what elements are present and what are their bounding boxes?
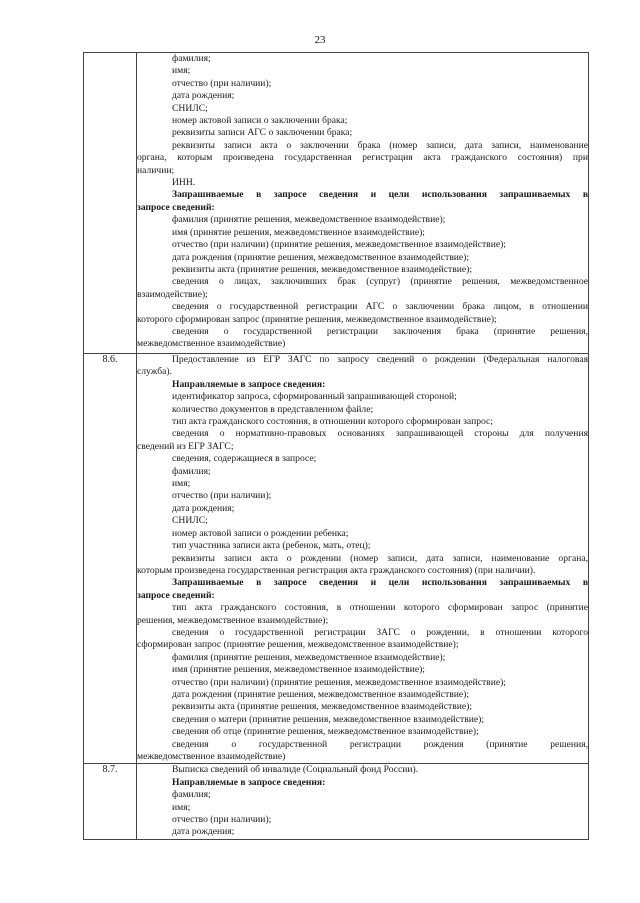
text-line: органа, которым произведена государственная регистрация акта гражданского состояния) при	[137, 152, 588, 164]
section-heading: Направляемые в запросе сведения:	[172, 378, 326, 390]
text-line: служба).	[137, 366, 172, 378]
text-line: дата рождения (принятие решения, межведомственное взаимодействие);	[172, 688, 469, 700]
table-row	[84, 354, 589, 764]
row-number-cell	[84, 53, 137, 354]
text-line: идентификатор запроса, сформированный запрашивающей стороной;	[172, 391, 457, 403]
text-line: фамилия (принятие решения, межведомственное взаимодействие);	[172, 651, 446, 663]
text-line: имя (принятие решения, межведомственное взаимодействие);	[172, 226, 425, 238]
text-line: тип акта гражданского состояния, в отношении которого сформирован запрос;	[172, 416, 493, 428]
text-line: отчество (при наличии) (принятие решения, межведомственное взаимодействие);	[172, 676, 506, 688]
text-line: реквизиты записи акта о рождении (номер записи, дата записи, наименование органа,	[172, 552, 588, 564]
text-line: количество документов в представленном файле;	[172, 403, 374, 415]
row-text-cell	[137, 53, 589, 354]
text-line: ИНН.	[172, 177, 196, 189]
text-line: межведомственное взаимодействие)	[137, 751, 286, 762]
text-line: дата рождения (принятие решения, межведомственное взаимодействие);	[172, 251, 469, 263]
text-line: сведения о государственной регистрации рождения (принятие решения,	[172, 738, 588, 750]
text-line: Выписка сведений об инвалиде (Социальный фонд России).	[172, 764, 419, 776]
text-line: сведения, содержащиеся в запросе;	[172, 453, 317, 465]
text-line: отчество (при наличии) (принятие решения, межведомственное взаимодействие);	[172, 239, 506, 251]
section-heading: Запрашиваемые в запросе сведения и цели использования запрашиваемых в	[172, 189, 588, 201]
text-line: наличии;	[137, 164, 175, 176]
text-line: СНИЛС;	[172, 515, 208, 527]
text-line: СНИЛС;	[172, 102, 208, 114]
text-line: сведения о государственной регистрации ЗАГС о рождении, в отношении которого	[172, 626, 588, 638]
section-heading: Запрашиваемые в запросе сведения и цели использования запрашиваемых в	[172, 577, 588, 589]
table-row	[84, 764, 589, 840]
section-heading: Направляемые в запросе сведения:	[172, 776, 326, 788]
text-line: имя;	[172, 478, 191, 490]
text-line: имя (принятие решения, межведомственное взаимодействие);	[172, 664, 425, 676]
row-text-cell	[137, 764, 589, 840]
text-line: имя;	[172, 65, 191, 77]
text-line: сведения о матери (принятие решения, межведомственное взаимодействие);	[172, 713, 485, 725]
text-line: Предоставление из ЕГР ЗАГС по запросу сведений о рождении (Федеральная налоговая	[172, 354, 588, 365]
text-line: реквизиты акта (принятие решения, межведомственное взаимодействие);	[172, 701, 473, 713]
text-line: номер актовой записи о рождении ребенка;	[172, 527, 349, 539]
text-line: взаимодействие);	[137, 288, 208, 300]
document-table	[83, 52, 589, 840]
text-line: дата рождения;	[172, 502, 235, 514]
text-line: сведений из ЕГР ЗАГС;	[137, 440, 234, 452]
text-line: реквизиты записи акта о заключении брака (номер записи, дата записи, наименование	[172, 139, 588, 151]
text-line: сведения об отце (принятие решения, межведомственное взаимодействие);	[172, 726, 479, 738]
text-line: сведения о государственной регистрации заключения брака (принятие решения,	[172, 325, 588, 337]
text-line: отчество (при наличии);	[172, 490, 272, 502]
text-line: тип акта гражданского состояния, в отношении которого сформирован запрос (принятие	[172, 602, 588, 614]
text-line: фамилия;	[172, 53, 211, 64]
text-line: межведомственное взаимодействие)	[137, 338, 286, 350]
text-line: реквизиты акта (принятие решения, межведомственное взаимодействие);	[172, 263, 473, 275]
text-line: фамилия;	[172, 465, 211, 477]
text-line: реквизиты записи АГС о заключении брака;	[172, 127, 353, 139]
row-number-cell: 8.7.	[84, 764, 137, 840]
text-line: сведения о государственной регистрации АГС о заключении брака лицом, в отношении	[172, 301, 588, 313]
page-number: 23	[314, 34, 326, 46]
text-line: отчество (при наличии);	[172, 77, 272, 89]
text-line: фамилия (принятие решения, межведомственное взаимодействие);	[172, 214, 446, 226]
text-line: номер актовой записи о заключении брака;	[172, 115, 348, 127]
text-line: которого сформирован запрос (принятие решения, межведомственное взаимодействие);	[137, 313, 497, 325]
row-text-cell	[137, 354, 589, 764]
text-line: которым произведена государственная регистрация акта гражданского состояния) (при наличии).	[137, 564, 536, 576]
text-line: отчество (при наличии);	[172, 814, 272, 826]
text-line: сформирован запрос (принятие решения, межведомственное взаимодействие);	[137, 639, 459, 651]
text-line: решения, межведомственное взаимодействие);	[137, 614, 329, 626]
text-line: фамилия;	[172, 789, 211, 801]
text-line: имя;	[172, 801, 191, 813]
text-line: тип участника записи акта (ребенок, мать, отец);	[172, 540, 371, 552]
section-heading: запросе сведений:	[137, 201, 215, 213]
table-row	[84, 53, 589, 354]
row-number-cell: 8.6.	[84, 354, 137, 764]
text-line: дата рождения;	[172, 90, 235, 102]
text-line: сведения о нормативно-правовых основаниях запрашивающей стороны для получения	[172, 428, 588, 440]
text-line: сведения о лицах, заключивших брак (супруг) (принятие решения, межведомственное	[172, 276, 588, 288]
text-line: дата рождения;	[172, 826, 235, 838]
section-heading: запросе сведений:	[137, 589, 215, 601]
